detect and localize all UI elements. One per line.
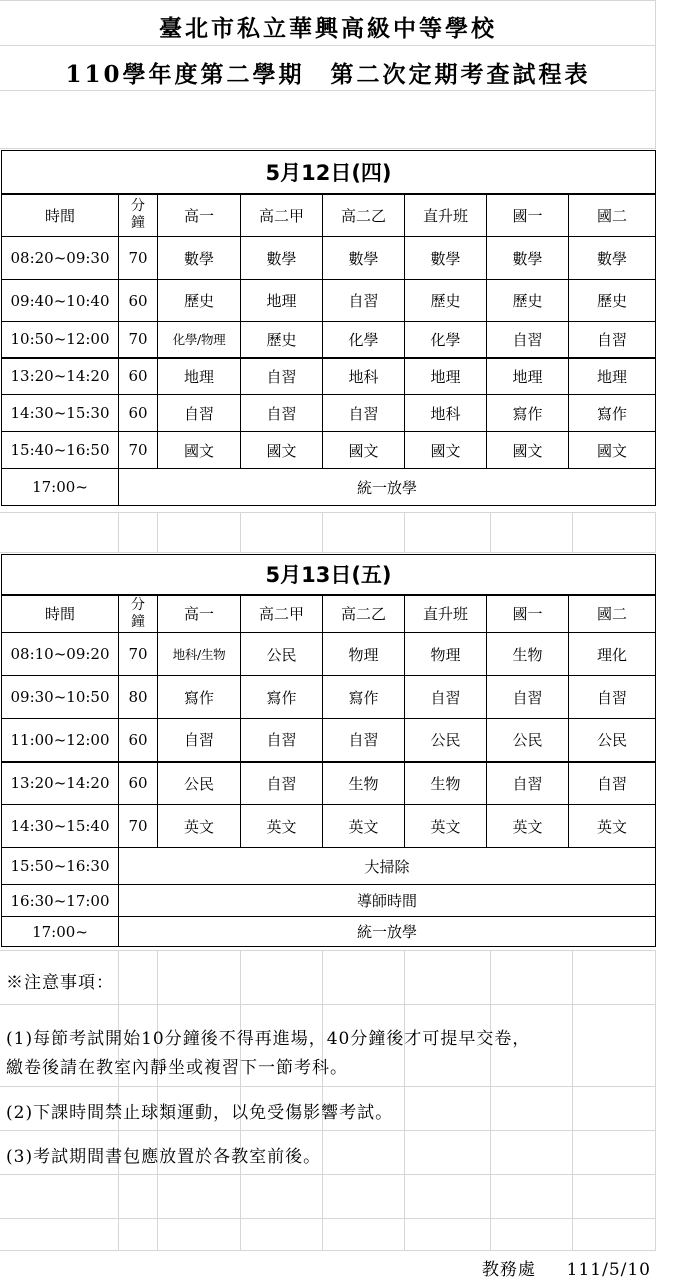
subject-cell: 歷史 [405,280,487,322]
time-cell: 15:50~16:30 [2,848,119,885]
time-cell: 13:20~14:20 [2,358,119,395]
subject-cell: 英文 [241,805,323,848]
minutes-cell: 60 [119,762,158,805]
subject-cell: 寫作 [323,676,405,719]
minutes-cell: 70 [119,322,158,358]
subject-cell: 自習 [569,322,656,358]
subject-cell: 歷史 [569,280,656,322]
minutes-cell: 60 [119,280,158,322]
subject-cell: 生物 [487,633,569,676]
exam-title: 110學年度第二學期 第二次定期考查試程表 [65,61,591,88]
day2-schedule-table [1,554,656,947]
subject-cell: 地理 [569,358,656,395]
subject-cell: 化學/物理 [158,322,241,358]
minutes-cell: 70 [119,237,158,280]
subject-cell: 國文 [569,432,656,469]
grade-header: 高一 [158,595,241,633]
footer-date: 111/5/10 [566,1260,651,1280]
grade-header: 高二甲 [241,194,323,237]
subject-cell: 英文 [405,805,487,848]
note-item-2: (2)下課時間禁止球類運動，以免受傷影響考試。 [6,1103,394,1123]
subject-cell: 化學 [323,322,405,358]
subject-cell: 物理 [405,633,487,676]
note-item-1-line-2: 繳卷後請在教室內靜坐或複習下一節考科。 [6,1058,348,1078]
note-item-3: (3)考試期間書包應放置於各教室前後。 [6,1147,322,1167]
subject-cell: 歷史 [158,280,241,322]
subject-cell: 公民 [405,719,487,762]
time-cell: 14:30~15:30 [2,395,119,432]
subject-cell: 生物 [323,762,405,805]
subject-cell: 地理 [241,280,323,322]
subject-cell: 生物 [405,762,487,805]
time-cell: 17:00~ [2,917,119,947]
subject-cell: 寫作 [487,395,569,432]
time-cell: 10:50~12:00 [2,322,119,358]
minutes-header: 分 鐘 [119,595,158,633]
subject-cell: 自習 [569,762,656,805]
schedule-row [2,762,656,805]
subject-cell: 自習 [158,719,241,762]
day2-header-row [2,595,656,633]
subject-cell: 自習 [487,676,569,719]
subject-cell: 公民 [569,719,656,762]
subject-cell: 數學 [323,237,405,280]
subject-cell: 自習 [487,762,569,805]
subject-cell: 地科/生物 [158,633,241,676]
subject-cell: 英文 [158,805,241,848]
day2-date: 5月13日(五) [2,555,656,595]
time-cell: 16:30~17:00 [2,885,119,917]
subject-cell: 英文 [323,805,405,848]
time-cell: 17:00~ [2,469,119,506]
minutes-cell: 60 [119,358,158,395]
grade-header: 國二 [569,595,656,633]
schedule-row [2,358,656,395]
note-item-1-line-1: (1)每節考試開始10分鐘後不得再進場，40分鐘後才可提早交卷， [6,1029,531,1049]
footer [482,1255,651,1280]
schedule-row [2,280,656,322]
subject-cell: 數學 [487,237,569,280]
subject-cell: 公民 [487,719,569,762]
minutes-cell: 70 [119,432,158,469]
subject-cell: 自習 [323,280,405,322]
activity-label: 導師時間 [119,885,656,917]
subject-cell: 寫作 [569,395,656,432]
activity-label: 統一放學 [119,917,656,947]
grade-header: 國一 [487,194,569,237]
grade-header: 高二甲 [241,595,323,633]
subject-cell: 寫作 [158,676,241,719]
time-cell: 15:40~16:50 [2,432,119,469]
subject-cell: 自習 [323,719,405,762]
subject-cell: 地理 [405,358,487,395]
subject-cell: 理化 [569,633,656,676]
minutes-cell: 80 [119,676,158,719]
minutes-cell: 60 [119,395,158,432]
time-cell: 11:00~12:00 [2,719,119,762]
time-cell: 14:30~15:40 [2,805,119,848]
grade-header: 高一 [158,194,241,237]
subject-cell: 自習 [569,676,656,719]
schedule-row [2,676,656,719]
grade-header: 國二 [569,194,656,237]
activity-label: 大掃除 [119,848,656,885]
notes-heading: ※注意事項： [6,973,114,993]
schedule-row [2,237,656,280]
subject-cell: 自習 [241,719,323,762]
time-cell: 08:10~09:20 [2,633,119,676]
time-header: 時間 [2,194,119,237]
extra-row [2,885,656,917]
subject-cell: 化學 [405,322,487,358]
minutes-cell: 60 [119,719,158,762]
subject-cell: 自習 [487,322,569,358]
subject-cell: 國文 [487,432,569,469]
subject-cell: 歷史 [241,322,323,358]
subject-cell: 自習 [241,762,323,805]
office-label: 教務處 [481,1260,536,1280]
day1-dismiss-row [2,469,656,506]
minutes-cell: 70 [119,633,158,676]
subject-cell: 國文 [241,432,323,469]
schedule-row [2,633,656,676]
schedule-row [2,322,656,358]
subject-cell: 公民 [158,762,241,805]
day1-header-row [2,194,656,237]
subject-cell: 地科 [323,358,405,395]
subject-cell: 地理 [487,358,569,395]
time-cell: 09:40~10:40 [2,280,119,322]
subject-cell: 數學 [569,237,656,280]
subject-cell: 自習 [323,395,405,432]
subject-cell: 數學 [405,237,487,280]
subject-cell: 物理 [323,633,405,676]
subject-cell: 國文 [158,432,241,469]
subject-cell: 自習 [158,395,241,432]
time-cell: 08:20~09:30 [2,237,119,280]
subject-cell: 數學 [241,237,323,280]
schedule-row [2,432,656,469]
subject-cell: 自習 [241,358,323,395]
extra-row [2,848,656,885]
subject-cell: 寫作 [241,676,323,719]
minutes-header: 分 鐘 [119,194,158,237]
subject-cell: 歷史 [487,280,569,322]
schedule-row [2,805,656,848]
dismiss-label: 統一放學 [119,469,656,506]
subject-cell: 自習 [241,395,323,432]
subject-cell: 英文 [569,805,656,848]
grade-header: 高二乙 [323,595,405,633]
subject-cell: 自習 [405,676,487,719]
subject-cell: 地科 [405,395,487,432]
schedule-row [2,395,656,432]
grade-header: 高二乙 [323,194,405,237]
time-header: 時間 [2,595,119,633]
extra-row [2,917,656,947]
time-cell: 13:20~14:20 [2,762,119,805]
grade-header: 直升班 [405,194,487,237]
subject-cell: 國文 [405,432,487,469]
day1-schedule-table [1,150,656,506]
grade-header: 直升班 [405,595,487,633]
subject-cell: 英文 [487,805,569,848]
grade-header: 國一 [487,595,569,633]
day1-date: 5月12日(四) [2,151,656,194]
time-cell: 09:30~10:50 [2,676,119,719]
schedule-row [2,719,656,762]
minutes-cell: 70 [119,805,158,848]
subject-cell: 數學 [158,237,241,280]
subject-cell: 公民 [241,633,323,676]
subject-cell: 國文 [323,432,405,469]
school-title: 臺北市私立華興高級中等學校 [159,15,497,42]
subject-cell: 地理 [158,358,241,395]
